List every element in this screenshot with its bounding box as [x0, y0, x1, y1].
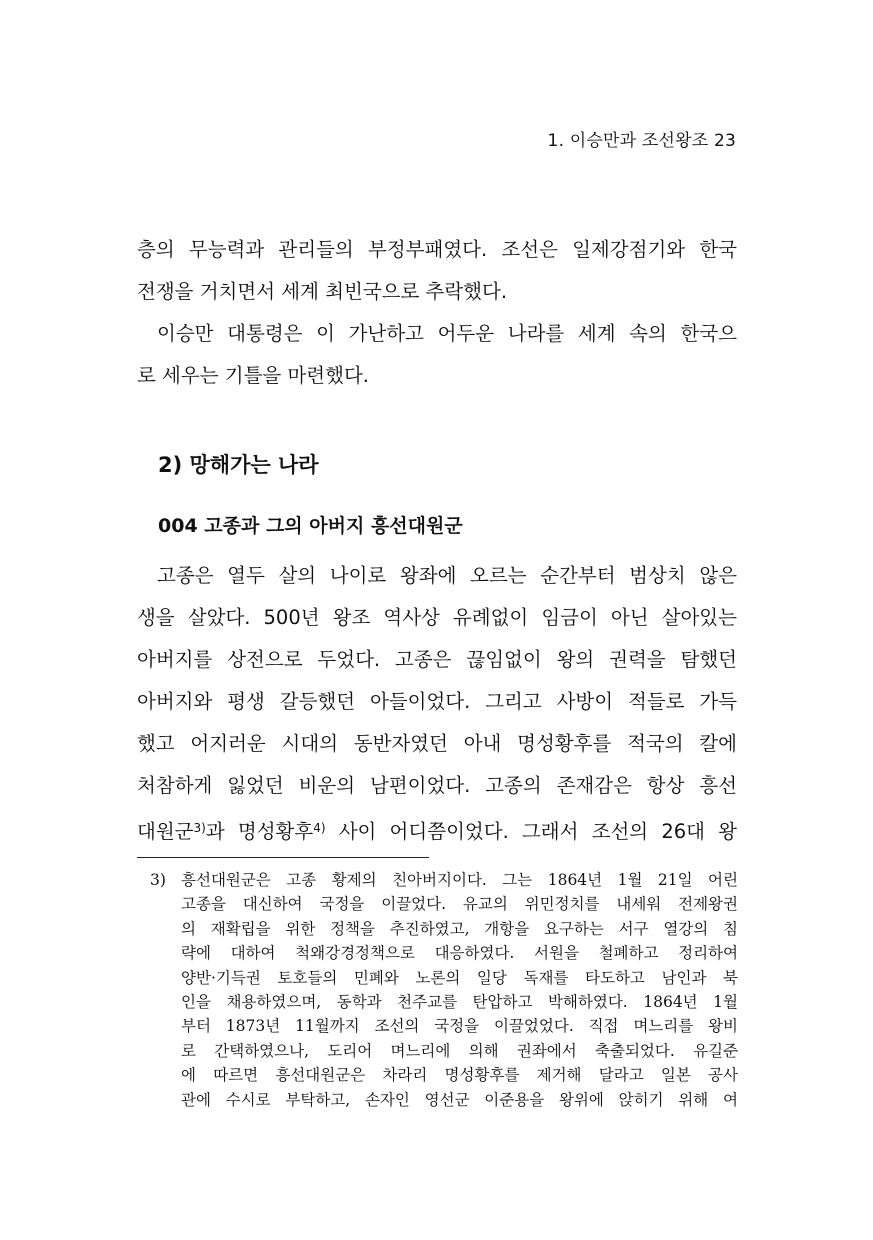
footnote-line: 의 재확립을 위한 정책을 추진하였고, 개항을 요구하는 서구 열강의 침: [181, 919, 738, 938]
running-head: 1. 이승만과 조선왕조 23: [547, 131, 736, 151]
footnote-number: 3): [150, 871, 166, 889]
footnote-line: 고종을 대신하여 국정을 이끌었다. 유교의 위민정치를 내세워 전제왕권: [181, 895, 738, 914]
footnote-ref-4[interactable]: 4): [313, 821, 326, 835]
footnote-line: 양반·기득권 토호들의 민폐와 노론의 일당 독재를 타도하고 남인과 북: [181, 968, 738, 987]
text-run: 과 명성황후: [205, 820, 314, 843]
paragraph-3: [137, 555, 737, 853]
footnote-3: [150, 868, 738, 1112]
footnote-line: 부터 1873년 11월까지 조선의 국정을 이끌었었다. 직접 며느리를 왕비: [181, 1017, 738, 1036]
text-line: [137, 807, 737, 853]
footnote-divider: [137, 857, 429, 858]
paragraph-2: [137, 313, 737, 397]
paragraph-1: [137, 229, 737, 313]
text-line: 했고 어지러운 시대의 동반자였던 아내 명성황후를 적국의 칼에: [137, 732, 737, 755]
section-title: 2) 망해가는 나라: [158, 453, 319, 477]
text-line: 고종은 열두 살의 나이로 왕좌에 오르는 순간부터 범상치 않은: [157, 564, 737, 587]
footnote-body: [181, 868, 738, 1112]
text-line: 전쟁을 거치면서 세계 최빈국으로 추락했다.: [137, 280, 508, 303]
text-line: 층의 무능력과 관리들의 부정부패였다. 조선은 일제강점기와 한국: [137, 238, 737, 261]
text-run: 사이 어디쯤이었다. 그래서 조선의 26대 왕: [325, 820, 737, 843]
footnote-line: 에 따르면 흥선대원군은 차라리 명성황후를 제거해 달라고 일본 공사: [181, 1066, 738, 1085]
footnote-line: 인을 채용하였으며, 동학과 천주교를 탄압하고 박해하였다. 1864년 1월: [181, 993, 738, 1012]
footnote-line: 로 간택하였으나, 도리어 며느리에 의해 권좌에서 축출되었다. 유길준: [181, 1041, 738, 1060]
text-line: 처참하게 잃었던 비운의 남편이었다. 고종의 존재감은 항상 흥선: [137, 774, 737, 797]
text-line: 생을 살았다. 500년 왕조 역사상 유례없이 임금이 아닌 살아있는: [137, 606, 737, 629]
footnote-line: 관에 수시로 부탁하고, 손자인 영선군 이준용을 왕위에 앉히기 위해 여: [181, 1090, 738, 1109]
text-line: 이승만 대통령은 이 가난하고 어두운 나라를 세계 속의 한국으: [157, 322, 737, 345]
text-line: 아버지를 상전으로 두었다. 고종은 끊임없이 왕의 권력을 탐했던: [137, 648, 737, 671]
text-line: 아버지와 평생 갈등했던 아들이었다. 그리고 사방이 적들로 가득: [137, 690, 737, 713]
sub-title: 004 고종과 그의 아버지 흥선대원군: [158, 515, 463, 537]
footnote-line: 흥선대원군은 고종 황제의 친아버지이다. 그는 1864년 1월 21일 어린: [181, 871, 738, 889]
text-run: 대원군: [137, 820, 194, 843]
footnote-ref-3[interactable]: 3): [193, 821, 206, 835]
footnote-line: 략에 대하여 척왜강경정책으로 대응하였다. 서원을 철폐하고 정리하여: [181, 944, 738, 963]
text-line: 로 세우는 기틀을 마련했다.: [137, 364, 370, 387]
